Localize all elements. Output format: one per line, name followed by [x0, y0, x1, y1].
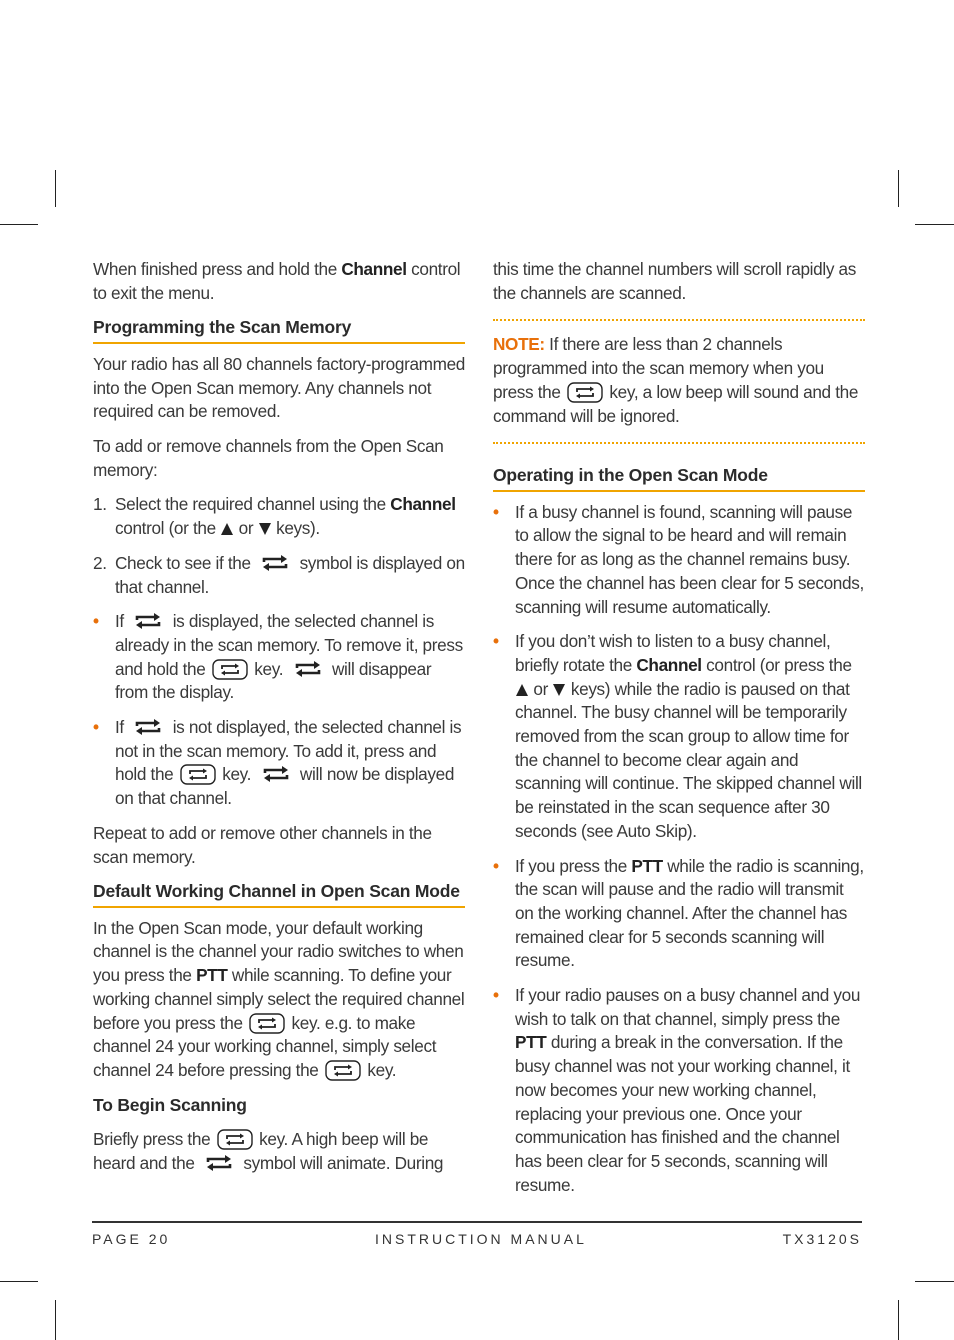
note-paragraph: NOTE: If there are less than 2 channels programmed into the scan memory when you press the key, a low beep will sound and the command will be ignored.: [493, 334, 859, 426]
begin-paragraph: Briefly press the key. A high beep will be heard and the symbol will animate. During: [93, 1129, 444, 1173]
scan-key-icon: [247, 1013, 287, 1033]
step-2: 2. Check to see if the symbol is displayed on that channel.: [93, 552, 465, 597]
bullet-skip-channel: • If you don’t wish to listen to a busy channel, briefly rotate the Channel control (or press the or keys) while the radio is paused on that channel. The busy channel will be temporarily removed from the scan group to allow time for the channel to become clear again and scanning will continue. The skipped channel will be reinstated in the scan sequence after 30 seconds (see Auto Skip).: [493, 631, 862, 841]
crop-mark: [55, 170, 56, 207]
note-divider-bottom: [493, 442, 865, 444]
up-arrow-icon: [515, 679, 529, 699]
crop-mark: [0, 1281, 38, 1282]
scan-symbol-icon: [288, 659, 328, 679]
note-divider-top: [493, 319, 865, 321]
down-arrow-icon: [258, 518, 272, 538]
crop-mark: [898, 1300, 899, 1340]
programming-paragraph: Your radio has all 80 channels factory-programmed into the Open Scan memory. Any channels not required can be removed.: [93, 353, 466, 422]
continued-paragraph: this time the channel numbers will scroll rapidly as the channels are scanned.: [493, 259, 856, 303]
bullet-press-ptt: • If you press the PTT while the radio is scanning, the scan will pause and the radio will transmit on the working channel. After the channel has remained clear for 5 seconds scanning will resume.: [493, 855, 864, 971]
default-paragraph: In the Open Scan mode, your default working channel is the channel your radio switches to when you press the PTT while scanning. To define your working channel simply select the required channel before you press the key. e.g. to make channel 24 your working channel, simply select channel 24 before pressing the key.: [93, 917, 465, 1080]
scan-symbol-icon: [255, 553, 295, 573]
page-number: PAGE 20: [92, 1231, 171, 1247]
heading-programming-scan-memory: Programming the Scan Memory: [93, 316, 465, 344]
bullet-displayed: • If is displayed, the selected channel is already in the scan memory. To remove it, press and hold the key. will disappear from the display.: [93, 611, 463, 703]
add-remove-paragraph: To add or remove channels from the Open Scan memory:: [93, 436, 444, 480]
right-column: [493, 258, 865, 1197]
repeat-paragraph: Repeat to add or remove other channels in the scan memory.: [93, 822, 432, 867]
step-1: 1. Select the required channel using the Channel control (or the or keys).: [93, 494, 456, 539]
scan-symbol-icon: [256, 764, 296, 784]
down-arrow-icon: [552, 679, 566, 699]
scan-key-icon: [215, 1129, 255, 1149]
bullet-not-displayed: • If is not displayed, the selected channel is not in the scan memory. To add it, press and hold the key. will now be displayed on that channel.: [93, 717, 462, 809]
footer-rule: [92, 1221, 862, 1223]
scan-key-icon: [565, 382, 605, 402]
scan-key-icon: [178, 764, 218, 784]
crop-mark: [915, 1281, 954, 1282]
model-number: TX3120S: [782, 1231, 862, 1247]
intro-paragraph: When finished press and hold the Channel control to exit the menu.: [93, 259, 461, 303]
crop-mark: [0, 224, 38, 225]
crop-mark: [898, 170, 899, 207]
heading-begin-scanning: To Begin Scanning: [93, 1094, 247, 1115]
scan-key-icon: [210, 659, 250, 679]
left-column: [93, 258, 465, 1176]
scan-symbol-icon: [128, 611, 168, 631]
heading-default-working-channel: Default Working Channel in Open Scan Mode: [93, 880, 465, 908]
scan-key-icon: [323, 1060, 363, 1080]
crop-mark: [915, 224, 954, 225]
up-arrow-icon: [220, 518, 234, 538]
bullet-talk-busy-channel: • If your radio pauses on a busy channel and you wish to talk on that channel, simply press the PTT during a break in the conversation. If the busy channel was not your working channel, it now becomes your new working channel, replacing your previous one. Once your communication has finished and the channel has been clear for 5 seconds, scanning will resume.: [493, 985, 861, 1195]
crop-mark: [55, 1300, 56, 1340]
bullet-busy-channel: • If a busy channel is found, scanning will pause to allow the signal to be heard and will remain there for as long as the channel remains busy. Once the channel has been clear for 5 seconds, scanning will resume automatically.: [493, 501, 864, 617]
scan-symbol-icon: [199, 1153, 239, 1173]
heading-operating-open-scan: Operating in the Open Scan Mode: [493, 464, 865, 492]
manual-title: INSTRUCTION MANUAL: [375, 1231, 587, 1247]
scan-symbol-icon: [128, 717, 168, 737]
